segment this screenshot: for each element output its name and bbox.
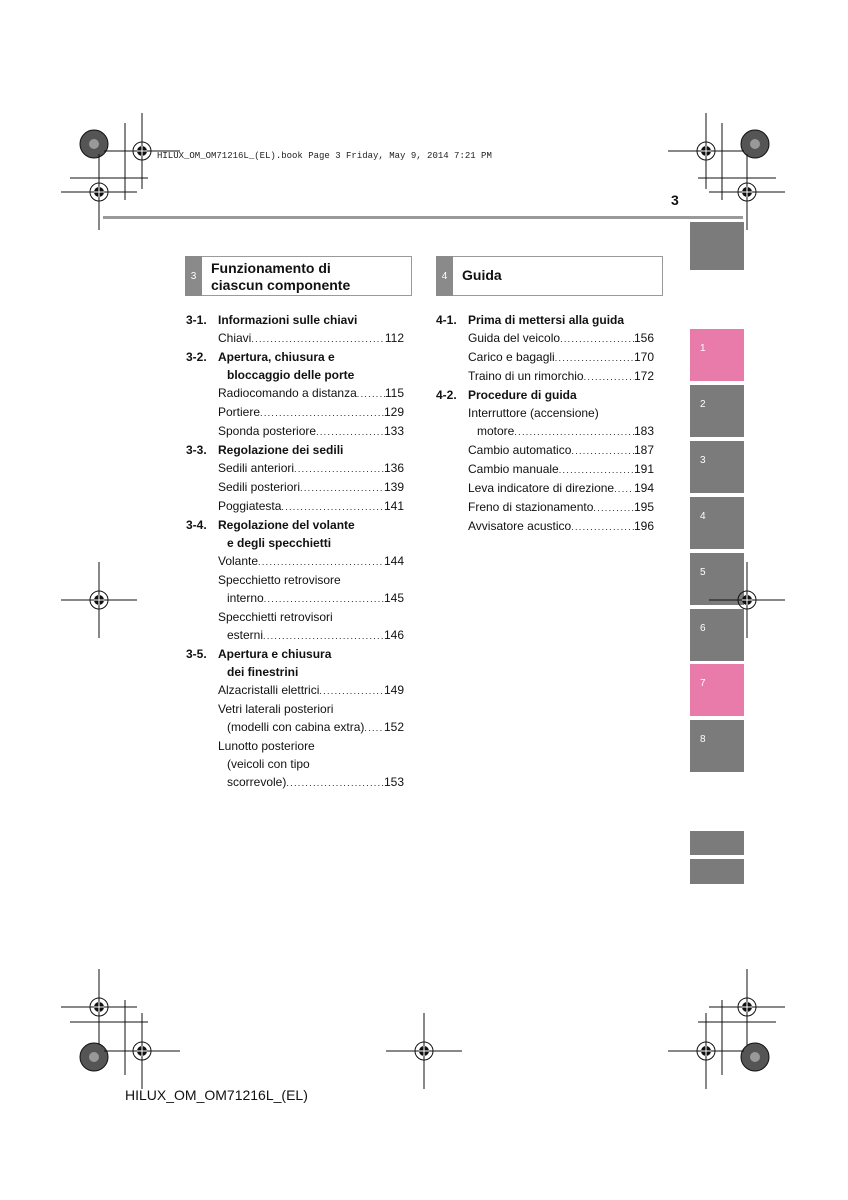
toc-entry[interactable]: Freno di stazionamento . . . 195 xyxy=(468,498,654,517)
toc-entry[interactable]: Guida del veicolo . . . 156 xyxy=(468,329,654,348)
toc-entry[interactable]: Avvisatore acustico . . . 196 xyxy=(468,517,654,536)
toc-entry[interactable]: Sponda posteriore . . . 133 xyxy=(218,422,404,441)
toc-group-3-1: 3-1. Informazioni sulle chiavi xyxy=(186,313,358,327)
registration-cross-icon xyxy=(61,562,137,638)
toc-entry[interactable]: Cambio automatico . . . 187 xyxy=(468,441,654,460)
registration-cross-icon xyxy=(668,1013,744,1089)
page-number: 3 xyxy=(671,192,679,208)
side-tab-6[interactable]: 6 xyxy=(690,609,744,661)
toc-entry[interactable]: Specchietti retrovisori esterni . . . 146 xyxy=(218,608,404,645)
book-file-info: HILUX_OM_OM71216L_(EL).book Page 3 Friday, May 9, 2014 7:21 PM xyxy=(157,151,492,161)
toc-entry[interactable]: Volante . . . 144 xyxy=(218,552,404,571)
color-rose-bottom-left xyxy=(80,1043,108,1071)
registration-cross-icon xyxy=(61,154,137,230)
side-tab-5[interactable]: 5 xyxy=(690,553,744,605)
section-4-number: 4 xyxy=(436,256,453,296)
toc-entry[interactable]: Poggiatesta . . . 141 xyxy=(218,497,404,516)
toc-entry[interactable]: Interruttore (accensione) motore . . . 183 xyxy=(468,404,654,441)
toc-group-3-3: 3-3. Regolazione dei sedili xyxy=(186,443,344,457)
crop-line-group xyxy=(70,123,776,1075)
toc-group-4-2: 4-2. Procedure di guida xyxy=(436,388,577,402)
toc-entry[interactable]: Vetri laterali posteriori (modelli con cabina extra) . . . 152 xyxy=(218,700,404,737)
registration-cross-icon xyxy=(709,154,785,230)
registration-cross-icon xyxy=(386,1013,462,1089)
side-tab-8[interactable]: 8 xyxy=(690,720,744,772)
color-rose-top-right xyxy=(741,130,769,158)
toc-entry[interactable]: Carico e bagagli . . . 170 xyxy=(468,348,654,367)
toc-entry[interactable]: Leva indicatore di direzione . . . 194 xyxy=(468,479,654,498)
side-tab-4[interactable]: 4 xyxy=(690,497,744,549)
toc-group-4-1: 4-1. Prima di mettersi alla guida xyxy=(436,313,625,327)
toc-entry[interactable]: Alzacristalli elettrici . . . 149 xyxy=(218,681,404,700)
footer-doc-code: HILUX_OM_OM71216L_(EL) xyxy=(125,1087,308,1103)
section-3-title: Funzionamento di ciascun componente xyxy=(211,260,351,293)
color-rose-top-left xyxy=(80,130,108,158)
toc-group-3-5: 3-5. Apertura e chiusura dei finestrini xyxy=(186,647,332,679)
toc-entry[interactable]: Lunotto posteriore (veicoli con tipo scorrevole) . . . 153 xyxy=(218,737,404,792)
registration-cross-icon xyxy=(709,969,785,1045)
side-tab-3[interactable]: 3 xyxy=(690,441,744,493)
color-rose-bottom-right xyxy=(741,1043,769,1071)
registration-cross-icon xyxy=(104,1013,180,1089)
toc-entry[interactable]: Radiocomando a distanza . . . 115 xyxy=(218,384,404,403)
toc-group-3-4: 3-4. Regolazione del volante e degli specchietti xyxy=(186,518,355,550)
toc-entry[interactable]: Chiavi . . . 112 xyxy=(218,329,404,348)
toc-entry[interactable]: Sedili posteriori . . . 139 xyxy=(218,478,404,497)
toc-entry[interactable]: Portiere . . . 129 xyxy=(218,403,404,422)
toc-entry[interactable]: Traino di un rimorchio . . . 172 xyxy=(468,367,654,386)
side-tab-7[interactable]: 7 xyxy=(690,664,744,716)
section-3-number: 3 xyxy=(185,256,202,296)
registration-cross-icon xyxy=(61,969,137,1045)
toc-group-3-2: 3-2. Apertura, chiusura e bloccaggio delle porte xyxy=(186,350,355,382)
registration-cross-icon xyxy=(709,562,785,638)
toc-entry[interactable]: Specchietto retrovisore interno . . . 145 xyxy=(218,571,404,608)
side-tab-1[interactable]: 1 xyxy=(690,329,744,381)
side-tab-2[interactable]: 2 xyxy=(690,385,744,437)
toc-entry[interactable]: Cambio manuale . . . 191 xyxy=(468,460,654,479)
section-4-title: Guida xyxy=(462,267,502,283)
toc-entry[interactable]: Sedili anteriori . . . 136 xyxy=(218,459,404,478)
